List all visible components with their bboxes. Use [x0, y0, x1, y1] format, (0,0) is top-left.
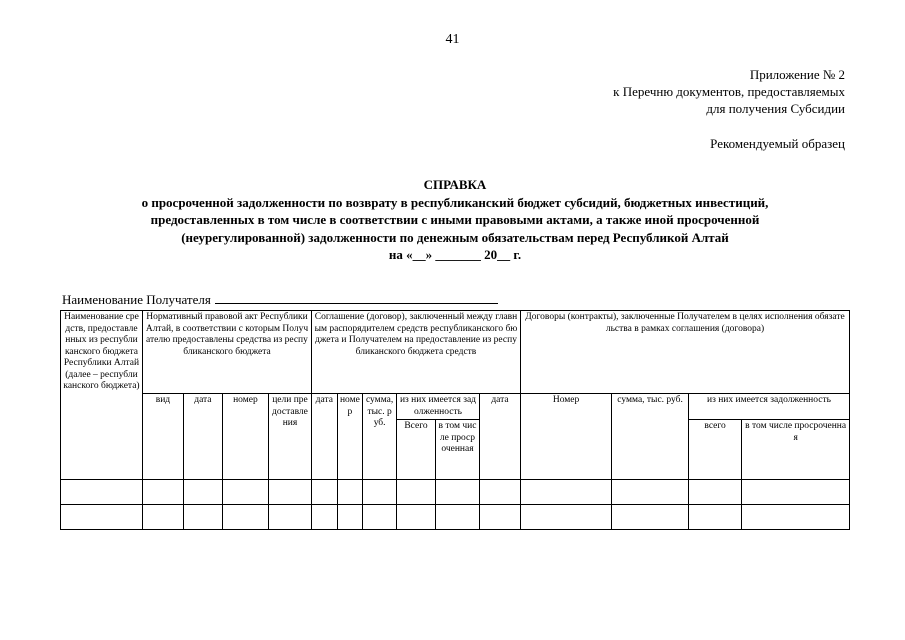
header-con-debt: из них имеется задолженность	[688, 394, 849, 420]
table-cell	[435, 480, 479, 505]
header-norm-date: дата	[183, 394, 222, 480]
recipient-field	[62, 290, 498, 308]
table-cell	[435, 505, 479, 530]
table-cell	[183, 480, 222, 505]
appendix-line-1: Приложение № 2	[749, 67, 845, 82]
header-agr-number: номер	[337, 394, 363, 480]
table-cell	[363, 480, 397, 505]
recipient-blank-line	[215, 290, 498, 304]
table-cell	[337, 505, 363, 530]
header-agr-debt-total: Всего	[397, 420, 436, 480]
appendix-line-2: к Перечню документов, предоставляемых	[613, 84, 845, 99]
table-cell	[312, 480, 338, 505]
header-norm-number: номер	[222, 394, 268, 480]
table-cell	[268, 505, 311, 530]
header-norm-type: вид	[142, 394, 183, 480]
table-cell	[222, 480, 268, 505]
table-cell	[397, 505, 436, 530]
table-cell	[742, 505, 850, 530]
table-cell	[520, 480, 611, 505]
table-row	[61, 505, 850, 530]
title-line-1: о просроченной задолженности по возврату в республиканский бюджет субсидий, бюджетных инвестиций,	[141, 194, 769, 210]
table-cell	[612, 480, 689, 505]
recipient-label: Наименование Получателя	[62, 292, 211, 307]
table-cell	[61, 505, 143, 530]
header-con-debt-total: всего	[688, 420, 741, 480]
header-agr-debt-overdue: в том числе просроченная	[435, 420, 479, 480]
table-cell	[61, 480, 143, 505]
header-normative-act: Нормативный правовой акт Республики Алтай, в соответствии с которым Получателю предоставлены средства из республиканского бюджета	[142, 311, 311, 394]
table-cell	[688, 505, 741, 530]
table-cell	[142, 480, 183, 505]
page-number: 41	[445, 32, 460, 47]
sample-label: Рекомендуемый образец	[710, 136, 845, 151]
document-title	[60, 176, 850, 264]
header-agr-debt: из них имеется задолженность	[397, 394, 480, 420]
table-cell	[612, 505, 689, 530]
table-cell	[337, 480, 363, 505]
header-con-date: дата	[479, 394, 520, 480]
table-cell	[142, 505, 183, 530]
header-agr-sum: сумма, тыс. руб.	[363, 394, 397, 480]
table-cell	[397, 480, 436, 505]
table-cell	[479, 505, 520, 530]
header-con-number: Номер	[520, 394, 611, 480]
header-norm-purpose: цели предоставления	[268, 394, 311, 480]
header-con-sum: сумма, тыс. руб.	[612, 394, 689, 480]
title-line-2: предоставленных в том числе в соответствии с иными правовыми актами, а также иной просроченной	[150, 212, 760, 227]
table-row	[61, 480, 850, 505]
title-date-line: на «__» _______ 20__ г.	[388, 247, 522, 262]
table-cell	[742, 480, 850, 505]
header-con-debt-overdue: в том числе просроченная	[742, 420, 850, 480]
appendix-line-3: для получения Субсидии	[706, 101, 845, 116]
appendix-note	[613, 66, 845, 117]
header-agreement: Соглашение (договор), заключенный между главным распорядителем средств республиканского бюджета и Получателем на предоставление из республиканского бюджета средств	[312, 311, 521, 394]
table-cell	[222, 505, 268, 530]
title-heading: СПРАВКА	[423, 177, 487, 192]
header-agr-date: дата	[312, 394, 338, 480]
title-line-3: (неурегулированной) задолженности по денежным обязательствам перед Республикой Алтай	[181, 229, 729, 245]
table-cell	[363, 505, 397, 530]
debt-report-table	[60, 310, 850, 530]
header-funds-name: Наименование средств, предоставленных из республиканского бюджета Республики Алтай (далее – республиканского бюджета)	[61, 311, 143, 480]
table-cell	[268, 480, 311, 505]
table-cell	[183, 505, 222, 530]
table-cell	[479, 480, 520, 505]
header-contracts: Договоры (контракты), заключенные Получателем в целях исполнения обязательства в рамках соглашения (договора)	[520, 311, 849, 394]
table-cell	[520, 505, 611, 530]
table-cell	[688, 480, 741, 505]
table-cell	[312, 505, 338, 530]
